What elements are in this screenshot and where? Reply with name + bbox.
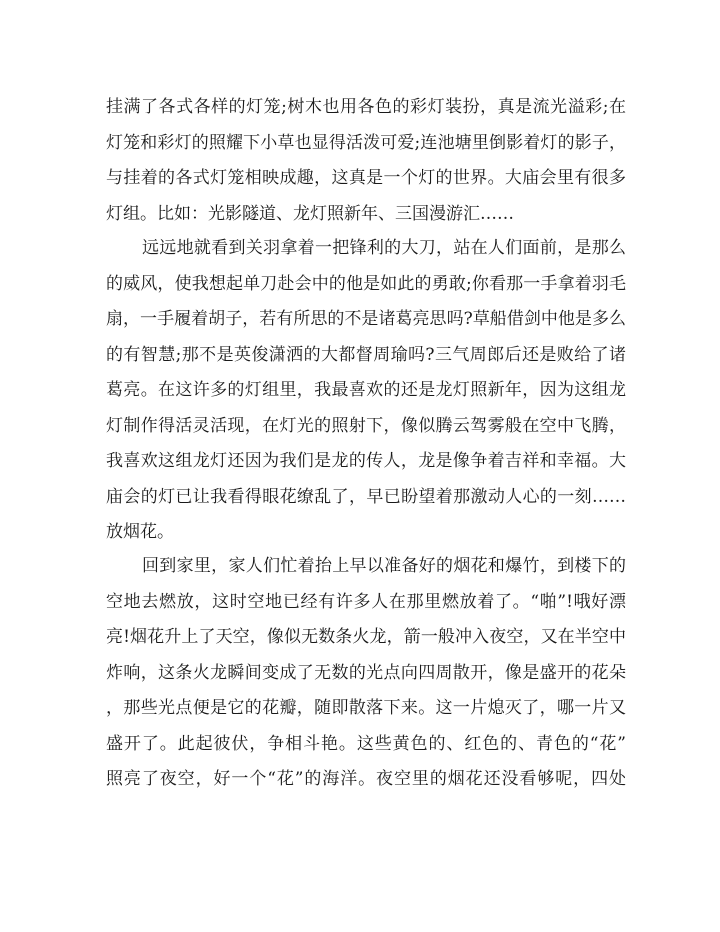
text-line: 挂满了各式各样的灯笼;树木也用各色的彩灯装扮，真是流光溢彩;在 — [106, 97, 626, 117]
text-line: 葛亮。在这许多的灯组里，我最喜欢的还是龙灯照新年，因为这组龙 — [106, 380, 626, 400]
paragraph-fireworks — [106, 549, 626, 798]
paragraph-lantern-world — [106, 90, 626, 232]
text-line: 灯制作得活灵活现，在灯光的照射下，像似腾云驾雾般在空中飞腾， — [106, 415, 626, 436]
text-line: 灯组。比如：光影隧道、龙灯照新年、三国漫游汇…… — [106, 203, 514, 224]
text-line: 炸响，这条火龙瞬间变成了无数的光点向四周散开，像是盛开的花朵 — [106, 662, 626, 683]
text-line: 扇，一手履着胡子，若有所思的不是诸葛亮思吗?草船借剑中他是多么 — [106, 309, 626, 329]
text-line: 与挂着的各式灯笼相映成趣，这真是一个灯的世界。大庙会里有很多 — [106, 168, 626, 188]
text-line: 盛开了。此起彼伏，争相斗艳。这些黄色的、红色的、青色的“花” — [106, 733, 626, 754]
text-line: 放烟花。 — [106, 522, 174, 542]
text-line: 我喜欢这组龙灯还因为我们是龙的传人，龙是像争着吉祥和幸福。大 — [106, 451, 626, 471]
text-line: 庙会的灯已让我看得眼花缭乱了，早已盼望着那激动人心的一刻…… — [106, 486, 626, 507]
text-line: 的有智慧;那不是英俊潇洒的大都督周瑜吗?三气周郎后还是败给了诸 — [106, 344, 626, 365]
text-line: 回到家里，家人们忙着抬上早以准备好的烟花和爆竹，到楼下的 — [142, 556, 626, 576]
text-line: 空地去燃放，这时空地已经有许多人在那里燃放着了。“啪”!哦好漂 — [106, 591, 626, 612]
text-line: 的威风，使我想起单刀赴会中的他是如此的勇敢;你看那一手拿着羽毛 — [106, 273, 626, 294]
paragraph-dragon-lantern — [106, 231, 626, 551]
text-line: ，那些光点便是它的花瓣，随即散落下来。这一片熄灭了，哪一片又 — [106, 698, 626, 718]
text-line: 亮!烟花升上了天空，像似无数条火龙，箭一般冲入夜空，又在半空中 — [106, 627, 626, 647]
text-line: 灯笼和彩灯的照耀下小草也显得活泼可爱;连池塘里倒影着灯的影子， — [106, 132, 626, 153]
text-line: 远远地就看到关羽拿着一把锋利的大刀，站在人们面前，是那么 — [142, 238, 626, 258]
text-line: 照亮了夜空，好一个“花”的海洋。夜空里的烟花还没看够呢，四处 — [106, 769, 626, 789]
